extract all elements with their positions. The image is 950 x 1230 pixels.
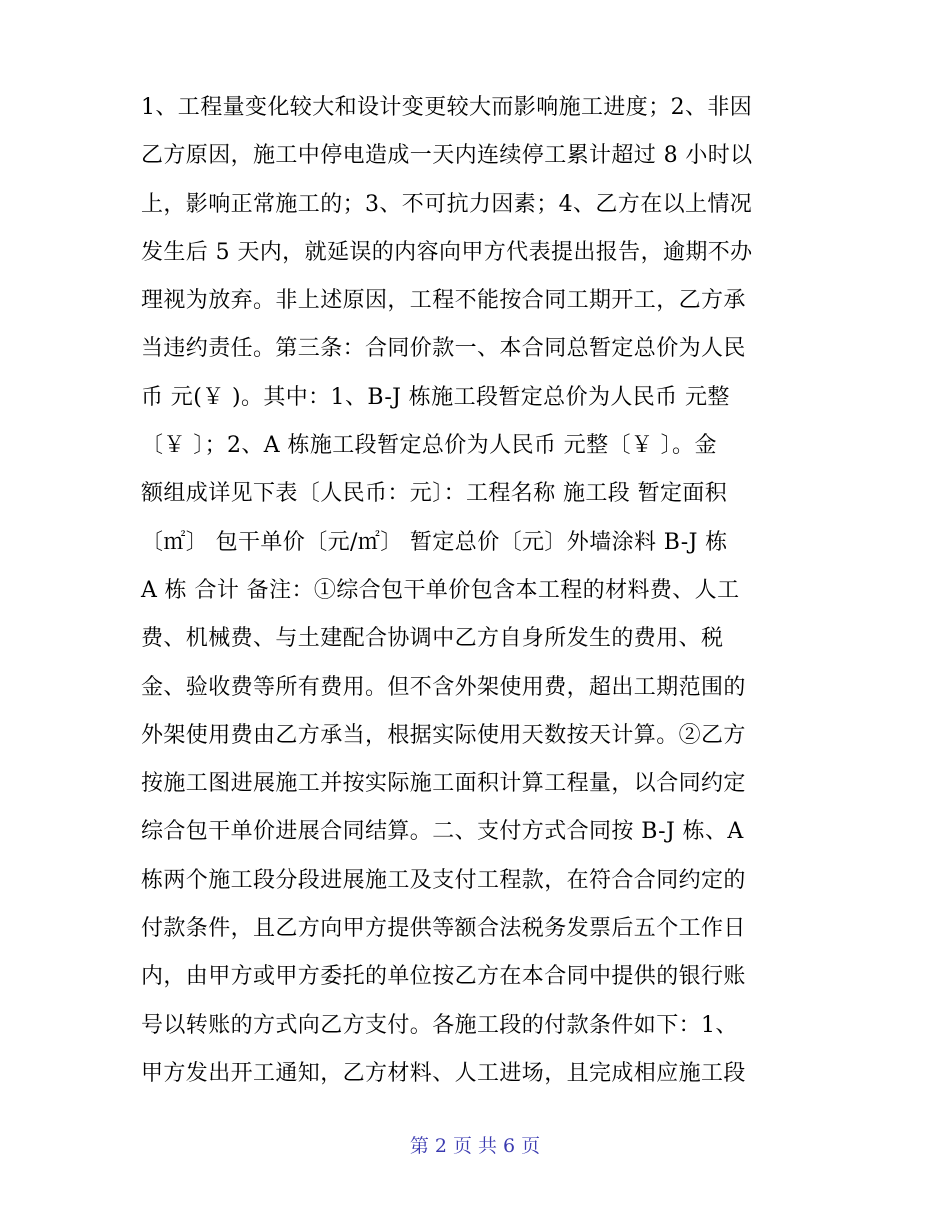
text-line: 付款条件，且乙方向甲方提供等额合法税务发票后五个工作日 [141, 916, 746, 942]
text-line: 栋两个施工段分段进展施工及支付工程款，在符合合同约定的 [141, 867, 746, 893]
text-line: 综合包干单价进展合同结算。二、支付方式合同按 B-J 栋、A [141, 819, 744, 845]
text-line: 金、验收费等所有费用。但不含外架使用费，超出工期范围的 [141, 674, 746, 700]
text-line: 内，由甲方或甲方委托的单位按乙方在本合同中提供的银行账 [141, 964, 746, 990]
text-line: 额组成详见下表〔人民币：元〕：工程名称 施工段 暂定面积 [141, 481, 728, 507]
page-total-number: 6 [503, 1135, 516, 1157]
text-line: 发生后 5 天内，就延误的内容向甲方代表提出报告，逾期不办 [141, 239, 753, 265]
text-line: 按施工图进展施工并按实际施工面积计算工程量，以合同约定 [141, 771, 746, 797]
text-line: 上，影响正常施工的；3、不可抗力因素；4、乙方在以上情况 [141, 191, 753, 217]
text-line: 理视为放弃。非上述原因，工程不能按合同工期开工，乙方承 [141, 288, 746, 314]
text-line: 乙方原因，施工中停电造成一天内连续停工累计超过 8 小时以 [141, 143, 753, 169]
text-line: 币 元(￥ )。其中：1、B-J 栋施工段暂定总价为人民币 元整 [141, 384, 730, 410]
body-text [141, 84, 821, 1098]
text-line: A 栋 合计 备注：①综合包干单价包含本工程的材料费、人工 [141, 577, 740, 603]
text-line: 号以转账的方式向乙方支付。各施工段的付款条件如下：1、 [141, 1012, 738, 1038]
text-line: 当违约责任。第三条：合同价款一、本合同总暂定总价为人民 [141, 336, 746, 362]
text-line: 〔㎡〕 包干单价〔元/㎡〕 暂定总价〔元〕外墙涂料 B-J 栋 [141, 529, 728, 555]
page-footer [0, 1133, 950, 1159]
page-label-suffix: 页 [521, 1135, 541, 1157]
text-line: 甲方发出开工通知，乙方材料、人工进场，且完成相应施工段 [141, 1060, 746, 1086]
page-label-prefix: 第 [409, 1135, 429, 1157]
text-line: 〔￥ 〕；2、A 栋施工段暂定总价为人民币 元整〔￥ 〕。金 [141, 433, 717, 459]
page-label-mid: 页 共 [452, 1135, 498, 1157]
text-line: 费、机械费、与土建配合协调中乙方自身所发生的费用、税 [141, 626, 724, 652]
page-current-number: 2 [434, 1135, 447, 1157]
text-line: 1、工程量变化较大和设计变更较大而影响施工进度；2、非因 [141, 95, 753, 120]
text-line: 外架使用费由乙方承当，根据实际使用天数按天计算。②乙方 [141, 722, 746, 748]
